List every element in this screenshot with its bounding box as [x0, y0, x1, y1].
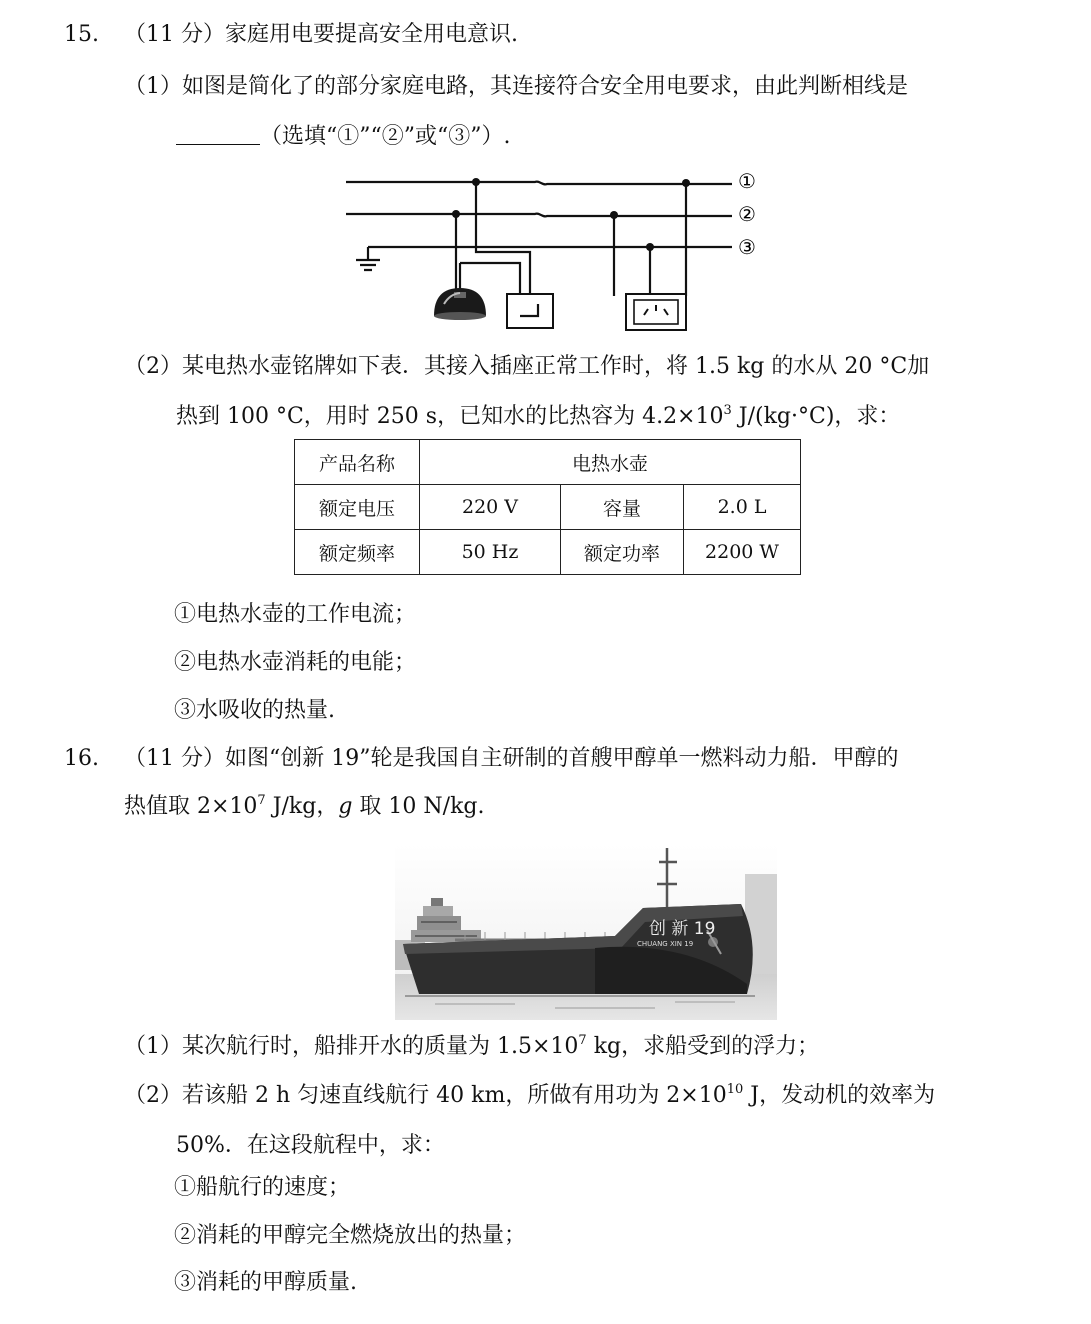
table-cell: 电热水壶 [420, 440, 801, 485]
q16-part2-b: J，发动机的效率为 [743, 1083, 936, 1108]
ground-symbol [356, 260, 380, 270]
wire-1 [346, 182, 732, 185]
socket-icon [626, 294, 686, 330]
q16-sub2: ②消耗的甲醇完全燃烧放出的热量； [174, 1223, 527, 1248]
q15-part1-line1: （1）如图是简化了的部分家庭电路，其连接符合安全用电要求，由此判断相线是 [124, 74, 908, 99]
q16-part2-line2: 50%．在这段航程中，求： [176, 1133, 445, 1158]
table-cell: 额定电压 [295, 485, 420, 530]
q15-sub2: ②电热水壶消耗的电能； [174, 650, 417, 675]
table-row [295, 530, 801, 575]
wire-label-1: ① [738, 169, 756, 193]
answer-blank[interactable] [176, 122, 260, 145]
q16-part2-line1 [124, 1081, 935, 1111]
q16-number: 16. [64, 746, 99, 771]
q16-sub3: ③消耗的甲醇质量. [174, 1270, 357, 1295]
switch-icon [507, 294, 553, 328]
q16-part1 [124, 1032, 819, 1062]
q16-part1-b: kg，求船受到的浮力； [586, 1034, 820, 1059]
ship-photo [395, 844, 777, 1020]
q16-header: （11 分）如图“创新 19”轮是我国自主研制的首艘甲醇单一燃料动力船．甲醇的 [124, 746, 899, 771]
gravity-symbol: g [338, 794, 353, 819]
wire-label-3: ③ [738, 235, 756, 259]
q15-part2-line1: （2）某电热水壶铭牌如下表．其接入插座正常工作时，将 1.5 kg 的水从 20 °C加 [124, 354, 930, 379]
q15-part2-line2-a: 热到 100 °C，用时 250 s，已知水的比热容为 4.2×10 [176, 404, 724, 429]
q15-header: （11 分）家庭用电要提高安全用电意识. [124, 22, 518, 47]
table-cell: 额定频率 [295, 530, 420, 575]
q15-part2-line2-b: J/(kg·°C)，求： [731, 404, 901, 429]
q16-line2-exponent: 7 [257, 793, 266, 808]
q16-sub1: ①船航行的速度； [174, 1175, 351, 1200]
lamp-icon [434, 288, 486, 320]
household-circuit-diagram [340, 166, 770, 336]
wire-label-2: ② [738, 202, 756, 226]
q15-part2-line2 [176, 402, 900, 432]
table-cell: 2200 W [684, 530, 801, 575]
q16-line2-a: 热值取 2×10 [124, 794, 258, 819]
table-cell: 220 V [420, 485, 561, 530]
table-cell: 产品名称 [295, 440, 420, 485]
table-row [295, 485, 801, 530]
kettle-spec-table [294, 439, 801, 575]
table-cell: 2.0 L [684, 485, 801, 530]
q15-part1-line2 [176, 122, 510, 152]
q15-part1-options: （选填“①”“②”或“③”）. [260, 124, 511, 149]
q15-sub3: ③水吸收的热量. [174, 698, 335, 723]
table-cell: 额定功率 [561, 530, 684, 575]
q15-exponent: 3 [723, 403, 732, 418]
table-row [295, 440, 801, 485]
q16-part2-a: （2）若该船 2 h 匀速直线航行 40 km，所做有用功为 2×10 [124, 1083, 727, 1108]
wire-2 [346, 214, 732, 217]
q16-part1-exponent: 7 [578, 1033, 587, 1048]
q16-line2 [124, 792, 484, 822]
q16-part2-exponent: 10 [726, 1082, 744, 1097]
table-cell: 容量 [561, 485, 684, 530]
table-cell: 50 Hz [420, 530, 561, 575]
q16-part1-a: （1）某次航行时，船排开水的质量为 1.5×10 [124, 1034, 579, 1059]
q15-number: 15. [64, 22, 99, 47]
ship-name-text: 创 新 19 [649, 919, 716, 939]
q15-sub1: ①电热水壶的工作电流； [174, 602, 417, 627]
ship-pinyin-text: CHUANG XIN 19 [637, 940, 694, 948]
q16-line2-b: J/kg， [265, 794, 339, 819]
q16-line2-c: 取 10 N/kg. [352, 794, 485, 819]
